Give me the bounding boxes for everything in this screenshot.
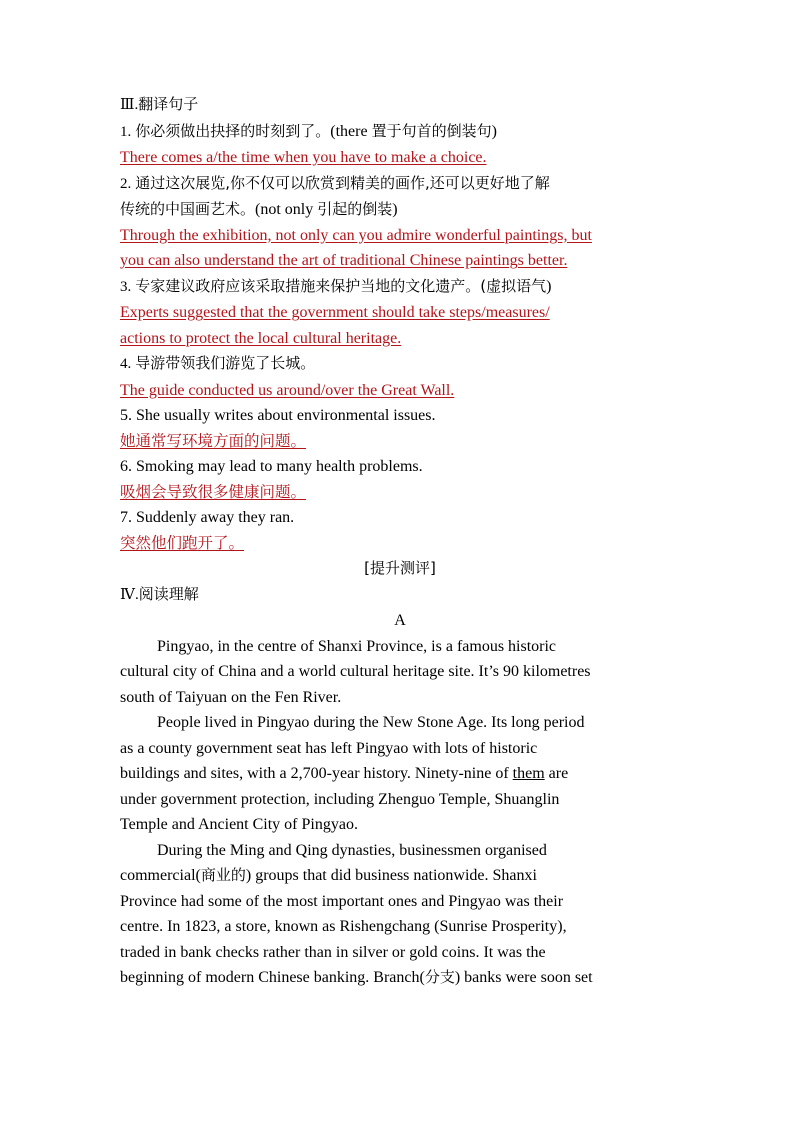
passage-letter: A xyxy=(394,612,406,629)
passage-paragraph-3: During the Ming and Qing dynasties, businessmen organised commercial(商业的) groups that did business nationwide. Shanxi Province had some of the most important ones and Pingyao was their centre. In 1823, a store, known as Rishengchang (Sunrise Prosperity), traded in bank checks rather than in silver or gold coins. It was the beginning of modern Chinese banking. Branch(分支) banks were soon set xyxy=(120,841,593,986)
gloss-branch: 分支 xyxy=(424,968,455,986)
worksheet-page xyxy=(120,92,680,991)
item-3-answer-line-2: actions to protect the local cultural heritage. xyxy=(120,329,402,347)
item-6-prompt: 6. Smoking may lead to many health problems. xyxy=(120,458,423,475)
item-1-answer: There comes a/the time when you have to make a choice. xyxy=(120,149,487,166)
item-6-answer: 吸烟会导致很多健康问题。 xyxy=(120,482,307,501)
section-3-heading: Ⅲ.翻译句子 xyxy=(120,95,199,113)
item-3-prompt: 3. 专家建议政府应该采取措施来保护当地的文化遗产。(虚拟语气) xyxy=(120,276,552,295)
item-1-prompt: 1. 你必须做出抉择的时刻到了。(there 置于句首的倒装句) xyxy=(120,121,497,140)
item-4-prompt: 4. 导游带领我们游览了长城。 xyxy=(120,354,316,372)
item-3-answer-line-1: Experts suggested that the government should take steps/measures/ xyxy=(120,304,550,321)
item-2-prompt: 2. 通过这次展览,你不仅可以欣赏到精美的画作,还可以更好地了解 xyxy=(120,173,550,192)
item-5-answer: 她通常写环境方面的问题。 xyxy=(120,431,307,450)
passage-paragraph-1: Pingyao, in the centre of Shanxi Province, is a famous historic cultural city of China and a world cultural heritage site. It’s 90 kilometres south of Taiyuan on the Fen River. xyxy=(120,637,591,706)
gloss-commercial: 商业的 xyxy=(200,866,246,884)
item-2-answer-line-2: you can also understand the art of traditional Chinese paintings better. xyxy=(120,252,568,269)
item-7-prompt: 7. Suddenly away they ran. xyxy=(120,509,295,526)
underlined-word: them xyxy=(512,765,545,782)
item-4-answer: The guide conducted us around/over the Great Wall. xyxy=(120,381,455,399)
section-4-heading: Ⅳ.阅读理解 xyxy=(120,584,199,603)
item-5-prompt: 5. She usually writes about environmental issues. xyxy=(120,407,436,424)
item-2-prompt-cont: 传统的中国画艺术。(not only 引起的倒装) xyxy=(120,200,398,218)
passage-paragraph-2: People lived in Pingyao during the New Stone Age. Its long period as a county government seat has left Pingyao with lots of historic buildings and sites, with a 2,700-year history. Ninety-nine of them are under government protection, including Zhenguo Temple, Shuanglin Temple and Ancient City of Pingyao. xyxy=(120,714,585,833)
upgrade-heading: [提升测评] xyxy=(364,559,436,577)
item-2-answer-line-1: Through the exhibition, not only can you admire wonderful paintings, but xyxy=(120,226,592,244)
item-7-answer: 突然他们跑开了。 xyxy=(120,533,245,552)
